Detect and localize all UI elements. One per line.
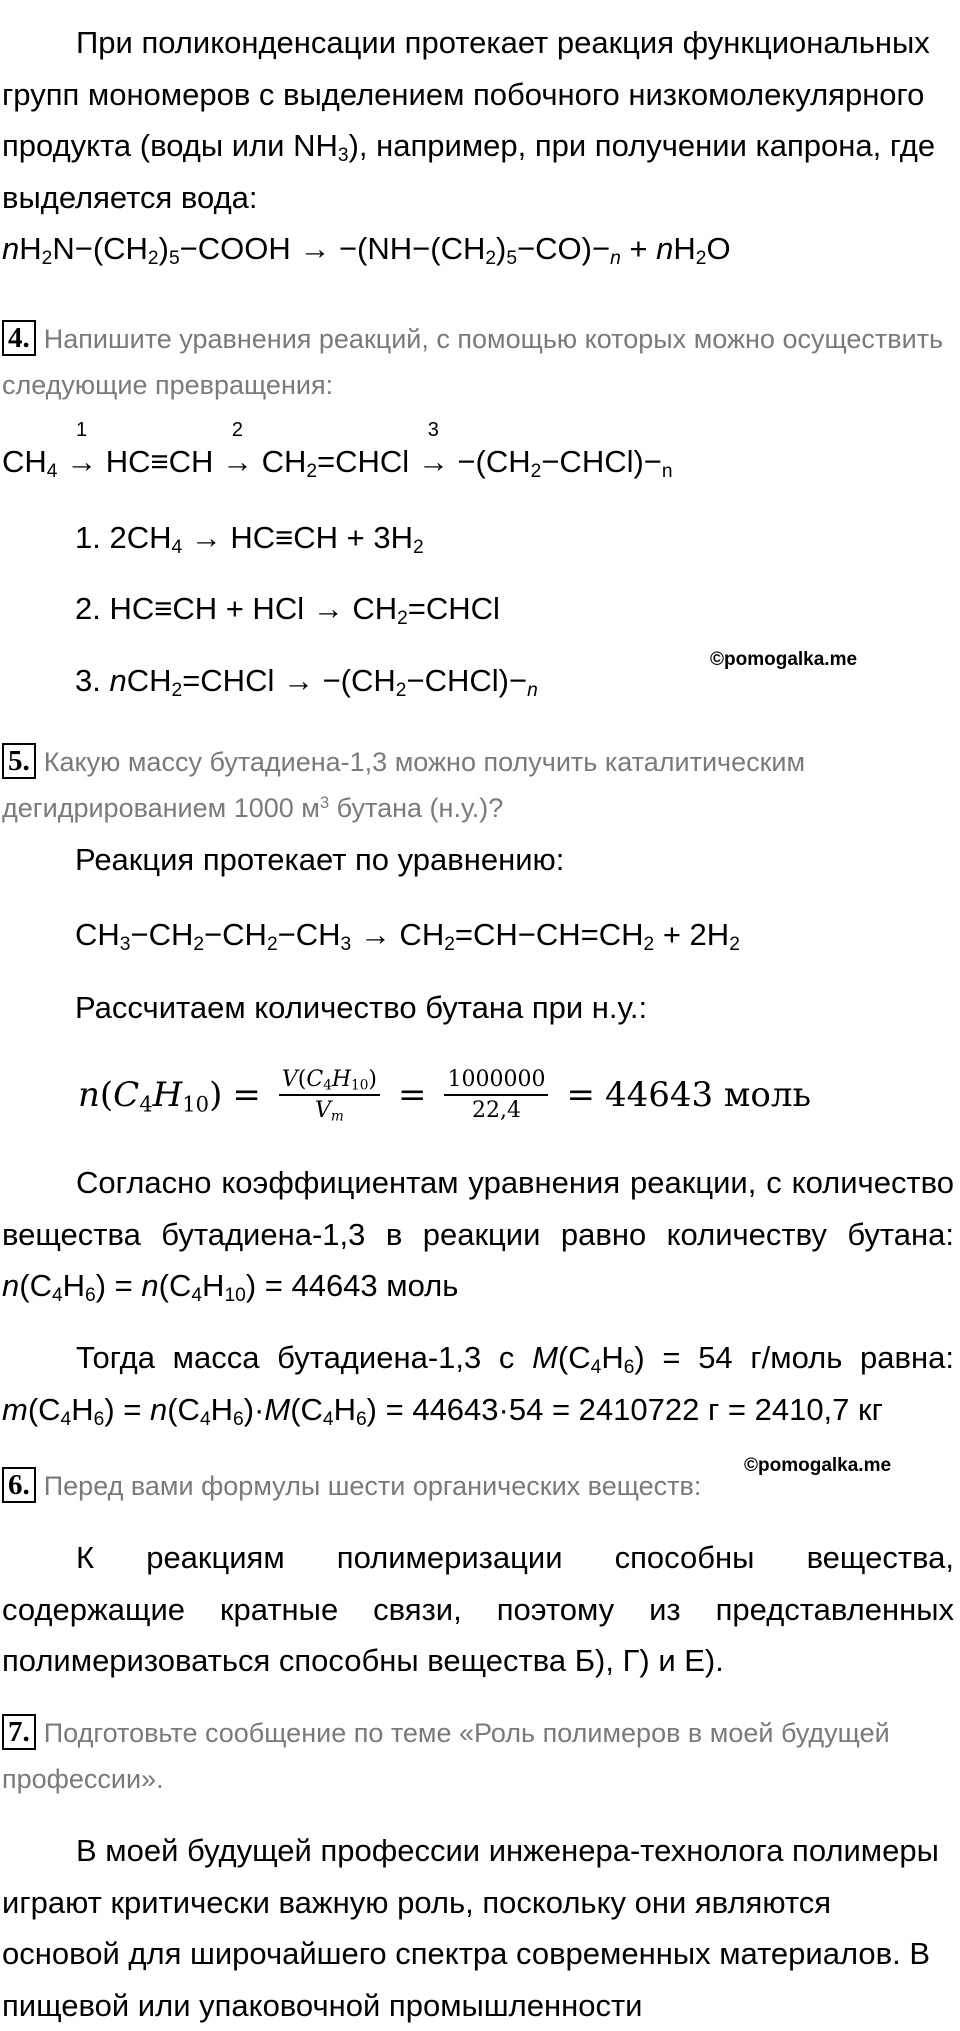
watermark: ©pomogalka.me [744,1455,892,1476]
task-5-question: 5. Какую массу бутадиена-1,3 можно получить каталитическим дегидрированием 1000 $м^3$ бутана (н.у.)? [2,745,806,823]
task-5-line-1: Реакция протекает по уравнению: [75,842,565,877]
task-5-line-2: Рассчитаем количество бутана при н.у.: [75,990,648,1025]
task-7-answer: В моей будущей профессии инженера-технолога полимеры играют критически важную роль, поскольку они являются основой для широчайшего спектра современных материалов. В пищевой или упаковочной промышленности [2,1833,939,2023]
task-number-6: 6. [2,1467,36,1503]
butane-amount-formula: $n(C_4H_{10})$ = $\frac{V(C_4H_{10})}{V_m}$ = $\frac{1000000}{22,4}$ = 44643 моль [78,1067,811,1125]
task-number-5: 5. [2,743,36,779]
task-5-paragraph-2: Тогда масса бутадиена-1,3 с $M(C_4H_6) = 54$ г/моль равна: $m(C_4H_6) = n(C_4H_6)\cdot M(C_4H_6) = 44643\cdot 54 = 2410722$ г = 2410,7 кг [2,1340,954,1430]
task-6-question: 6. Перед вами формулы шести органических веществ: [2,1463,954,1509]
task-5-paragraph-1: Согласно коэффициентам уравнения реакции, с количество вещества бутадиена-1,3 в реакции равно количеству бутана: $n(C_4H_6) = n(C_4H_{10}) = 44643$ моль [2,1165,954,1306]
intro-paragraph: При поликонденсации протекает реакция функциональных групп мономеров с выделением побочного низкомолекулярного продукта (воды или $NH_3$), например, при получении капрона, где выделяется вода: $nH_2N-(CH_2)_5-COOH \to -(NH-(CH_2)_5-CO)-_n + nH_2O$ [2,25,936,269]
fraction-volume: $\frac{V(C_4H_{10})}{V_m}$ [279,1067,380,1123]
fraction-numeric: $\frac{1000000}{22,4}$ [444,1067,548,1123]
watermark: ©pomogalka.me [710,649,858,670]
task-4-equation-2: 2. HC≡CH + HCl → $CH_2=CHCl$ [75,591,500,629]
task-number-4: 4. [2,320,36,356]
task-5-reaction: $CH_3-CH_2-CH_2-CH_3 \to CH_2=CH-CH=CH_2 + 2H_2$ [75,917,740,955]
task-4-question: 4. Напишите уравнения реакций, с помощью которых можно осуществить следующие превращения: [2,322,944,400]
task-7-question: 7. Подготовьте сообщение по теме «Роль полимеров в моей будущей профессии». [2,1716,890,1794]
transformation-chain: $CH_4$ 1 → HC≡CH 2 → $CH_2=CHCl$ 3 → $-(CH_2-CHCl)-_n$ [2,419,673,482]
task-number-7: 7. [2,1714,36,1750]
task-4-equation-1: 1. $2CH_4 \to HC\equiv CH + 3H_2$ [75,520,424,558]
task-6-answer: К реакциям полимеризации способны вещества, содержащие кратные связи, поэтому из представленных полимеризоваться способны вещества Б), Г) и Е). [2,1540,954,1678]
task-4-equation-3: 3. nCH$_2$=CHCl → $-(CH_2-CHCl)-_n$ [75,663,538,701]
